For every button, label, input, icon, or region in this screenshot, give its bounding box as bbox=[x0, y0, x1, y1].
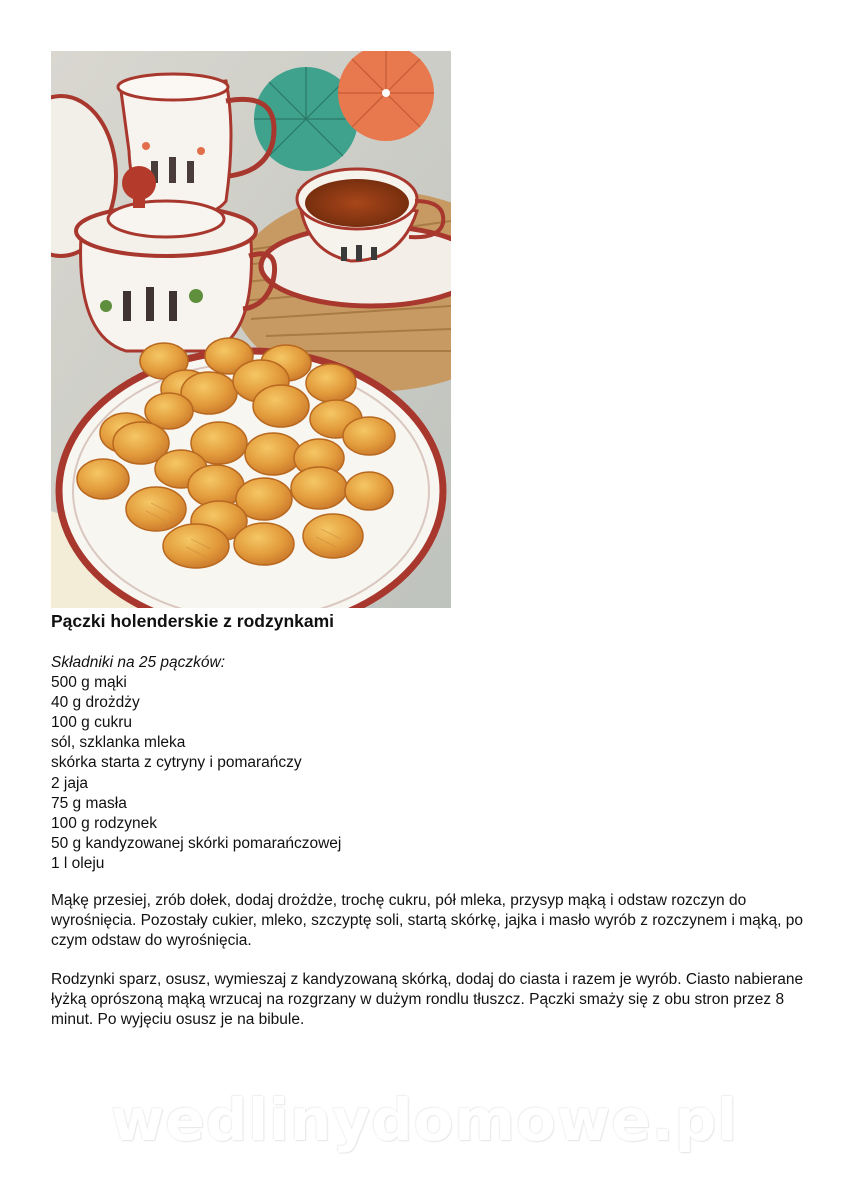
ingredient-item: 40 g drożdży bbox=[51, 694, 140, 712]
ingredient-item: 100 g rodzynek bbox=[51, 814, 157, 832]
ingredient-item: 500 g mąki bbox=[51, 674, 127, 692]
recipe-title: Pączki holenderskie z rodzynkami bbox=[51, 611, 335, 631]
ingredient-item: 100 g cukru bbox=[51, 714, 132, 732]
ingredient-item: 1 l oleju bbox=[51, 854, 105, 872]
ingredients-list bbox=[51, 673, 811, 874]
ingredient-item: sól, szklanka mleka bbox=[51, 734, 186, 752]
instructions-paragraph-1: Mąkę przesiej, zrób dołek, dodaj drożdże, trochę cukru, pół mleka, przysyp mąką i odstaw rozczyn do wyrośnięcia. Pozostały cukier, mleko, szczyptę soli, startą skórkę, jajka i masło wyrób z rozczynem i mąką, po czym odstaw do wyrośnięcia. bbox=[51, 892, 804, 949]
ingredients-label: Składniki na 25 pączków: bbox=[51, 654, 226, 671]
ingredient-item: 75 g masła bbox=[51, 794, 127, 812]
instructions-paragraph-2: Rodzynki sparz, osusz, wymieszaj z kandyzowaną skórką, dodaj do ciasta i razem je wyrób. Ciasto nabierane łyżką oprószoną mąką wrzucaj na rozgrzany w dużym rondlu tłuszcz. Pączki smaży się z obu stron przez 8 minut. Po wyjęciu osusz je na bibule. bbox=[51, 971, 804, 1028]
ingredient-item: 50 g kandyzowanej skórki pomarańczowej bbox=[51, 834, 342, 852]
ingredient-item: skórka starta z cytryny i pomarańczy bbox=[51, 754, 302, 772]
watermark: wedlinydomowe.pl bbox=[110, 1086, 739, 1154]
ingredient-item: 2 jaja bbox=[51, 774, 89, 792]
recipe-photo bbox=[51, 51, 451, 608]
ingredients-section bbox=[51, 653, 811, 874]
